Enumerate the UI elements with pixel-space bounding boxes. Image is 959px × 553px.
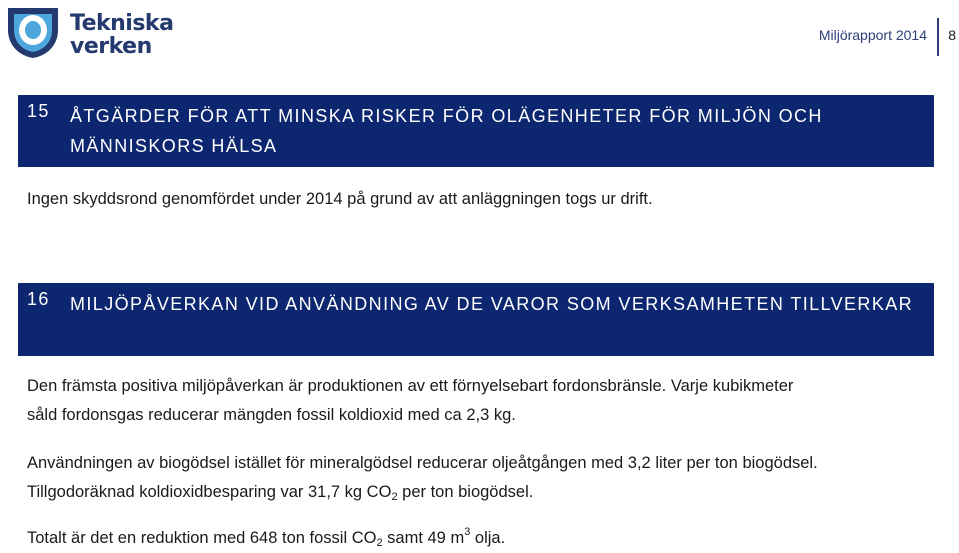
superscript: 3 [464, 526, 471, 538]
logo-line-1: Tekniska [70, 11, 174, 36]
section-title: ÅTGÄRDER FÖR ATT MINSKA RISKER FÖR OLÄGENHETER FÖR MILJÖN OCH MÄNNISKORS HÄLSA [70, 106, 823, 156]
section-15-paragraph: Ingen skyddsrond genomfördet under 2014 på grund av att anläggningen togs ur drift. [27, 190, 653, 208]
page-header [719, 18, 959, 56]
report-title: Miljörapport 2014 [818, 27, 927, 43]
paragraph-text: Användningen av biogödsel istället för mineralgödsel reducerar oljeåtgången med 3,2 liter per ton biogödsel. Tillgodoräknad koldioxidbesparing var 31,7 kg CO [27, 454, 818, 501]
section-16-paragraph-3 [27, 524, 927, 553]
logo-line-2: verken [70, 34, 152, 59]
section-16-heading [18, 283, 934, 356]
page-number: 8 [948, 27, 956, 43]
paragraph-text: olja. [470, 529, 506, 547]
logo-wordmark [70, 12, 173, 58]
subscript: 2 [391, 491, 398, 503]
paragraph-text: per ton biogödsel. [397, 483, 534, 501]
section-title: MILJÖPÅVERKAN VID ANVÄNDNING AV DE VAROR SOM VERKSAMHETEN TILLVERKAR [70, 294, 914, 314]
section-15-heading [18, 95, 934, 167]
section-number: 15 [27, 101, 50, 121]
header-divider [937, 18, 939, 56]
section-16-paragraph-2 [27, 449, 827, 507]
paragraph-text: Totalt är det en reduktion med 648 ton fossil CO [27, 529, 377, 547]
logo [4, 4, 179, 60]
logo-shield-icon [4, 4, 64, 60]
subscript: 2 [376, 537, 383, 549]
paragraph-text: samt 49 m [382, 529, 465, 547]
section-number: 16 [27, 289, 50, 309]
section-16-paragraph-1: Den främsta positiva miljöpåverkan är produktionen av ett förnyelsebart fordonsbränsle. Varje kubikmeter såld fordonsgas reducerar mängden fossil koldioxid med ca 2,3 kg. [27, 377, 794, 424]
